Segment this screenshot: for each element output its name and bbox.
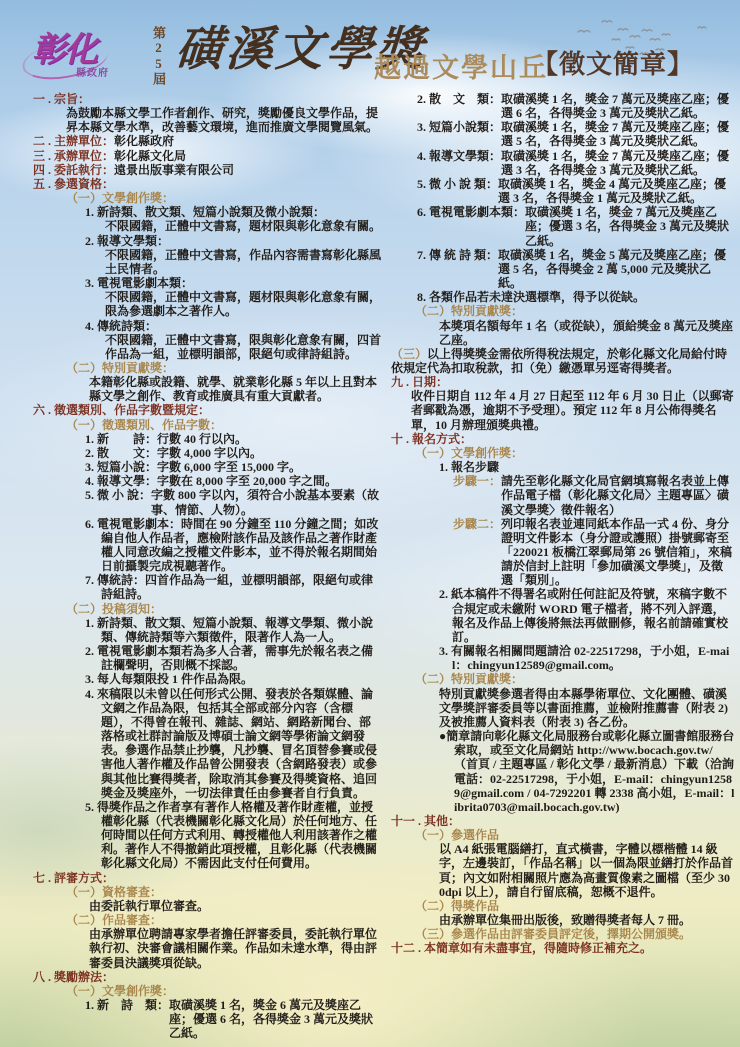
block-award xyxy=(417,205,735,247)
block-sub xyxy=(415,927,735,941)
block-numf xyxy=(85,488,381,516)
block-award xyxy=(417,177,735,205)
item-number: 4. xyxy=(85,474,97,489)
item-number: 2. xyxy=(85,445,97,460)
block-numb xyxy=(417,290,735,304)
item-number: 3. xyxy=(417,120,429,135)
block-text: 有關報名相關問題請洽 02-22517298，于小姐，E-mail：chingyun12589@gmail.com。 xyxy=(451,644,730,673)
block-sub xyxy=(66,602,381,616)
block-sub xyxy=(66,361,381,375)
block-b2 xyxy=(439,842,735,899)
document-body xyxy=(0,92,740,1044)
sub-label: （二） xyxy=(415,898,452,913)
block-numf xyxy=(85,446,381,460)
logo-main-text: 彰化 xyxy=(32,32,96,69)
sub-label: （一） xyxy=(415,828,452,843)
sub-label: （二） xyxy=(415,304,452,319)
sub-title: 資格審查： xyxy=(102,884,163,899)
bullet-marker: ● xyxy=(439,729,447,744)
block-award xyxy=(417,92,735,120)
block-text: 不限國籍，正體中文書寫，限與彰化意象有關，四首作品為一組，並標明韻部，限絕句或律詩組詩。 xyxy=(105,332,381,361)
block-text: 四首作品為一組，並標明韻部，限絕句或律詩組詩。 xyxy=(101,573,374,602)
section-label: 四 . 委託執行： xyxy=(33,162,115,177)
block-sec xyxy=(33,177,381,191)
item-title: 傳統詩類： xyxy=(97,318,158,333)
item-label: 報導文學類： xyxy=(429,148,502,163)
block-text: 取磺溪獎 1 名，獎金 5 萬元及獎座乙座；優選 5 名，各得獎金 2 萬 5,000 元及獎狀乙紙。 xyxy=(498,247,727,291)
logo-sub-text: 縣政府 xyxy=(76,68,109,79)
changhua-county-logo xyxy=(24,20,134,84)
sub-title: 投稿須知： xyxy=(102,601,163,616)
block-text: 取磺溪獎 1 名，獎金 6 萬元及獎座乙座；優選 6 名，各得獎金 3 萬元及獎狀乙紙。 xyxy=(169,998,374,1041)
block-b2 xyxy=(439,319,735,347)
item-number: 7. xyxy=(417,247,429,262)
block-text: 各類作品若未達決選標準，得予以從缺。 xyxy=(429,290,646,305)
block-text: 字數在 8,000 字至 20,000 字之間。 xyxy=(157,474,338,489)
item-label: 散 文 類： xyxy=(429,92,502,106)
item-label: 報導文學： xyxy=(97,474,158,489)
sub-title: 參選作品 xyxy=(451,828,500,843)
block-text: 行數 40 行以內。 xyxy=(157,431,248,446)
item-label: 新 詩 類： xyxy=(97,998,170,1012)
call-for-entries-badge: 【徵文簡章】 xyxy=(532,50,695,79)
block-num xyxy=(85,234,381,248)
sub-label: （二） xyxy=(415,672,452,687)
section-label: 五 . 參選資格： xyxy=(33,176,115,191)
block-bullet xyxy=(439,729,735,814)
block-text: 時間在 90 分鐘至 110 分鐘之間；如改編自他人作品者，應檢附該作品及該作品之著作財產權人同意改編之授權文件影本，並不得於報名期間始日前攝製完成視聽著作。 xyxy=(101,516,379,574)
block-sec xyxy=(391,375,735,389)
sub-label: （二） xyxy=(66,913,103,928)
item-number: 4. xyxy=(417,148,429,163)
item-number: 1. xyxy=(85,615,97,630)
item-number: 1. xyxy=(439,460,451,475)
block-text: 報名步驟 xyxy=(451,460,500,475)
block-num xyxy=(85,319,381,333)
item-label: 微 小 說 類： xyxy=(429,176,499,191)
block-numf xyxy=(85,432,381,446)
header xyxy=(0,0,740,95)
block-numw2 xyxy=(439,587,735,644)
item-number: 1. xyxy=(85,205,97,220)
item-number: 7. xyxy=(85,573,97,588)
block-text: 請先至彰化縣文化局官網填寫報名表並上傳作品電子檔（彰化縣文化局〉主題專區〉磺溪文學獎〉徵件報名） xyxy=(501,474,730,517)
block-text: 遠景出版事業有限公司 xyxy=(114,162,235,177)
item-number: 4. xyxy=(85,686,97,701)
block-text: 本獎項名額每年 1 名（或從缺），頒給獎金 8 萬元及獎座乙座。 xyxy=(439,318,734,347)
item-number: 2. xyxy=(417,92,429,106)
block-b1 xyxy=(66,106,381,134)
sub-title: 參選作品由評審委員評定後，擇期公開頒獎。 xyxy=(451,927,692,942)
item-label: 新 詩： xyxy=(97,431,158,446)
sub-label: （二） xyxy=(66,360,103,375)
block-b2 xyxy=(439,913,735,927)
sub-label: 步驟二： xyxy=(453,516,502,531)
block-text: 新詩類、散文類、短篇小說類、報導文學類、微小說類、傳統詩類等六類徵件，限著作人為一人。 xyxy=(97,615,374,644)
block-sec xyxy=(33,970,381,984)
block-text: 彰化縣政府 xyxy=(114,134,175,149)
sub-title: 特別貢獻獎： xyxy=(451,672,524,687)
block-b2 xyxy=(89,899,381,913)
block-text: 字數 6,000 字至 15,000 字。 xyxy=(157,460,302,475)
block-numw xyxy=(85,573,381,601)
item-number: 8. xyxy=(417,290,429,305)
block-step xyxy=(453,517,735,588)
block-numw xyxy=(85,687,381,800)
sub-label: （三） xyxy=(415,927,452,942)
block-numw2 xyxy=(439,644,735,672)
block-text: 來稿限以未曾以任何形式公開、發表於各類媒體、論文網之作品為限，包括其全部或部分內容（含標題），不得曾在報刊、雜誌、網站、網路新聞台、部落格或社群討論版及博碩士論文網等學術論文網發表。參選作品禁止抄襲，凡抄襲、冒名頂替參賽或侵害他人著作權及作品曾公開發表（含網路發表）或參與其他比賽得獎者，除取消其參賽及得獎資格、追回獎金及獎座外，一切法律責任由參賽者自行負責。 xyxy=(97,686,378,800)
block-award xyxy=(417,149,735,177)
block-text: 不限國籍，正體中文書寫，題材限與彰化意象有關，限為參選劇本之著作人。 xyxy=(105,290,381,319)
block-numf xyxy=(85,474,381,488)
item-number: 6. xyxy=(417,205,429,220)
column-right xyxy=(391,92,735,1044)
item-label: 電視電影劇本類： xyxy=(429,205,526,220)
sub-label: （一） xyxy=(415,445,452,460)
section-label: 八 . 獎勵辦法： xyxy=(33,969,115,984)
block-text: 電視電影劇本類若為多人合著，需事先於報名表之備註欄聲明，否則概不採認。 xyxy=(97,644,374,673)
item-number: 4. xyxy=(85,318,97,333)
block-sec xyxy=(33,403,381,417)
block-sub xyxy=(415,828,735,842)
block-numw xyxy=(85,800,381,871)
item-number: 5. xyxy=(85,488,97,503)
block-b2 xyxy=(439,687,735,729)
block-text: 字數 4,000 字以內。 xyxy=(157,445,263,460)
block-numw xyxy=(85,517,381,574)
sub-title: 文學創作獎： xyxy=(102,191,175,206)
block-num xyxy=(85,276,381,290)
block-sub xyxy=(415,899,735,913)
sub-title: 特別貢獻獎： xyxy=(102,360,175,375)
item-number: 3. xyxy=(85,460,97,475)
item-title: 報導文學類： xyxy=(97,233,170,248)
item-number: 3. xyxy=(439,644,451,659)
item-number: 6. xyxy=(85,516,97,531)
item-number: 1. xyxy=(85,431,97,446)
section-label: 十 . 報名方式： xyxy=(391,431,473,446)
page-subtitle: 越過文學山丘 xyxy=(374,53,548,83)
block-sec xyxy=(391,941,735,955)
sub-title: 文學創作獎： xyxy=(102,983,175,998)
section-label: 九 . 日期： xyxy=(391,375,449,390)
block-sec xyxy=(33,871,381,885)
birds-icon xyxy=(558,10,718,70)
item-number: 1. xyxy=(85,998,97,1012)
block-text: 以 A4 紙張電腦繕打，直式橫書，字體以標楷體 14 級字，左邊裝訂，「作品名稱」以一個為限並繕打於作品首頁；內文如附相關照片應為高畫質像素之圖檔（至少 300dpi 以上），請自行留底稿，恕概不退件。 xyxy=(439,842,734,899)
block-text: 為鼓勵本縣文學工作者創作、研究，獎勵優良文學作品，提昇本縣文學水準，改善藝文環境，進而推廣文學閱覽風氣。 xyxy=(66,106,379,135)
block-sec xyxy=(33,134,381,148)
block-numw xyxy=(85,644,381,672)
item-label: 傳 統 詩 類： xyxy=(429,247,499,262)
section-label: 十一 . 其他： xyxy=(391,813,461,828)
block-text: 特別貢獻獎參選者得由本縣學術單位、文化團體、磺溪文學獎評審委員等以書面推薦，並檢附推薦書（附表 2) 及被推薦人資料表（附表 3) 各乙份。 xyxy=(439,686,728,729)
block-text: 由承辦單位集冊出版後，致贈得獎者每人 7 冊。 xyxy=(439,913,692,928)
block-text: 不限國籍，正體中文書寫，題材限與彰化意象有關。 xyxy=(105,219,381,234)
sub-title: 特別貢獻獎： xyxy=(451,304,524,319)
block-sec xyxy=(33,163,381,177)
section-label: 三 . 承辦單位： xyxy=(33,148,115,163)
sub-label: （二） xyxy=(66,601,103,616)
section-label: 十二 . 本簡章如有未盡事宜，得隨時修正補充之。 xyxy=(391,941,653,956)
block-sub xyxy=(66,191,381,205)
block-text: 收件日期自 112 年 4 月 27 日起至 112 年 6 月 30 日止（以郵寄者郵戳為憑，逾期不予受理）。預定 112 年 8 月公佈得獎名單，10 月辦理頒獎典禮。 xyxy=(411,389,734,432)
section-label: 七 . 評審方式： xyxy=(33,870,115,885)
sub-title: 文學創作獎： xyxy=(451,445,524,460)
sub-label: （三） xyxy=(391,346,428,361)
block-b3 xyxy=(105,248,381,276)
section-label: 二 . 主辦單位： xyxy=(33,134,115,149)
sub-label: （一） xyxy=(66,983,103,998)
sub-label: （一） xyxy=(66,191,103,206)
sub-title: 徵選類別、作品字數： xyxy=(102,417,223,432)
block-numb2 xyxy=(439,460,735,474)
item-label: 傳統詩： xyxy=(97,573,146,588)
block-b2 xyxy=(89,927,381,969)
section-label: 六 . 徵選類別、作品字數暨規定： xyxy=(33,403,211,418)
block-text: 簡章請向彰化縣文化局服務台或彰化縣立圖書館服務台索取，或至文化局網站 http://www.bocach.gov.tw/（首頁 / 主題專區 / 彰化文學 / 最新消息）下載（洽詢電話：02-22517298，于小姐，E-mail：chingyun12589@gmail.com / 04-7292201 轉 2338 高小姐，E-mail：librita0703@mail.bocach.gov.tw) xyxy=(446,729,735,814)
sub-label: （一） xyxy=(66,417,103,432)
block-text: 取磺溪獎 1 名，獎金 4 萬元及獎座乙座；優選 3 名，各得獎金 1 萬元及獎狀乙紙。 xyxy=(498,176,727,206)
block-text: 取磺溪獎 1 名，獎金 7 萬元及獎座乙座；優選 3 名，各得獎金 3 萬元及獎狀乙紙。 xyxy=(525,205,730,248)
block-text: 每人每類限投 1 件作品為限。 xyxy=(97,672,254,687)
block-sec xyxy=(391,814,735,828)
block-b3 xyxy=(105,290,381,318)
block-award xyxy=(417,120,735,148)
sub-label: （一） xyxy=(66,884,103,899)
block-numw xyxy=(85,616,381,644)
page-title: 磺溪文學獎 xyxy=(173,24,428,76)
block-num xyxy=(85,205,381,219)
block-text: 紙本稿件不得署名或附任何註記及符號，來稿字數不合規定或未繳附 WORD 電子檔者，將不列入評選，報名及作品上傳後將無法再做刪修，報名前請確實校訂。 xyxy=(451,587,729,644)
block-sub xyxy=(415,672,735,686)
sub-title: 作品審查： xyxy=(102,913,163,928)
item-number: 2. xyxy=(85,233,97,248)
block-sub xyxy=(66,984,381,998)
block-sec xyxy=(33,149,381,163)
block-b3 xyxy=(105,219,381,233)
block-text: 取磺溪獎 1 名，獎金 7 萬元及獎座乙座；優選 3 名，各得獎金 3 萬元及獎狀乙紙。 xyxy=(501,148,730,177)
block-text: 字數 800 字以內，須符合小說基本要素（故事、情節、人物）。 xyxy=(151,488,380,517)
item-label: 短篇小說： xyxy=(97,460,158,475)
item-number: 3. xyxy=(85,276,97,291)
block-text: 列印報名表並連同紙本作品一式 4 份、身分證明文件影本（身分證或護照）掛號郵寄至「220021 板橋江翠郵局第 26 號信箱」，來稿請於信封上註明「參加磺溪文學獎」，及徵選「類別」。 xyxy=(501,516,733,588)
block-sub xyxy=(415,304,735,318)
block-text: 不限國籍，正體中文書寫，作品內容需書寫彰化縣風土民情者。 xyxy=(105,247,381,276)
column-left xyxy=(33,92,381,1044)
item-number: 5. xyxy=(417,176,429,191)
block-text: 以上得獎獎金需依所得稅法規定，於彰化縣文化局給付時依規定代為扣取稅款，扣（免）繳憑單另逕寄得獎者。 xyxy=(391,346,728,375)
block-text: 本籍彰化縣或設籍、就學、就業彰化縣 5 年以上且對本縣文學之創作、教育或推廣具有重大貢獻者。 xyxy=(89,375,378,404)
item-number: 2. xyxy=(85,644,97,659)
block-b3 xyxy=(105,333,381,361)
block-step xyxy=(453,474,735,516)
item-number: 5. xyxy=(85,799,97,814)
block-b1 xyxy=(411,389,735,431)
block-sec xyxy=(33,92,381,106)
block-subw xyxy=(391,347,735,375)
block-text: 彰化縣文化局 xyxy=(114,148,187,163)
block-text: 由承辦單位聘請專家學者擔任評審委員，委託執行單位執行初、決審會議相關作業。作品如未達水準，得由評審委員決議獎項從缺。 xyxy=(89,927,378,970)
sub-title: 得獎作品 xyxy=(451,898,500,913)
sub-label: 步驟一： xyxy=(453,474,502,489)
item-title: 新詩類、散文類、短篇小說類及微小說類： xyxy=(97,205,326,220)
block-sec xyxy=(391,432,735,446)
item-title: 電視電影劇本類： xyxy=(97,276,194,291)
item-label: 微 小 說： xyxy=(97,488,152,503)
item-number: 3. xyxy=(85,672,97,687)
block-sub xyxy=(66,885,381,899)
item-label: 短篇小說類： xyxy=(429,120,502,135)
block-numf xyxy=(85,998,381,1040)
item-label: 散 文： xyxy=(97,445,158,460)
block-sub xyxy=(66,913,381,927)
block-sub xyxy=(415,446,735,460)
section-label: 一 . 宗旨： xyxy=(33,92,91,106)
item-label: 電視電影劇本： xyxy=(97,516,182,531)
block-sub xyxy=(66,418,381,432)
item-number: 2. xyxy=(439,587,451,602)
edition-label: 第25屆 xyxy=(151,26,166,86)
block-text: 得獎作品之作者享有著作人格權及著作財產權，並授權彰化縣（代表機關彰化縣文化局）於任何地方、任何時間以任何方式利用、轉授權他人利用該著作之權利。著作人不得撤銷此項授權，且彰化縣（代表機關彰化縣文化局）不需因此支付任何費用。 xyxy=(97,799,378,871)
block-text: 取磺溪獎 1 名，獎金 7 萬元及獎座乙座；優選 5 名，各得獎金 3 萬元及獎狀乙紙。 xyxy=(501,120,730,149)
block-text: 取磺溪獎 1 名，獎金 7 萬元及獎座乙座；優選 6 名，各得獎金 3 萬元及獎狀乙紙。 xyxy=(501,92,730,121)
block-text: 由委託執行單位審查。 xyxy=(89,898,210,913)
block-b2 xyxy=(89,375,381,403)
block-award xyxy=(417,248,735,290)
block-numw xyxy=(85,672,381,686)
block-numf xyxy=(85,460,381,474)
